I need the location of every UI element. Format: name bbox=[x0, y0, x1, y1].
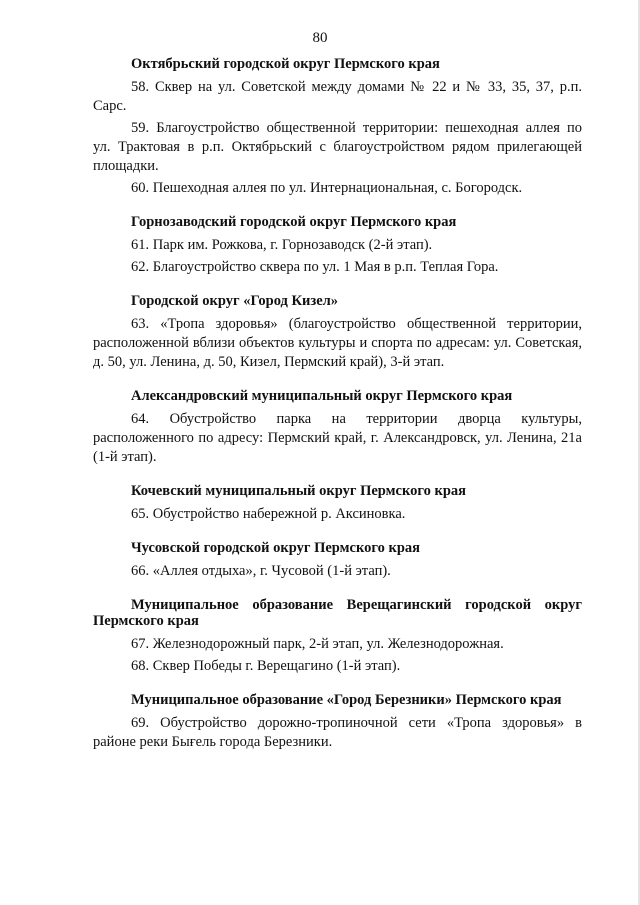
section-kochevsky bbox=[93, 483, 582, 524]
list-item: 64. Обустройство парка на территории дворца культуры, расположенного по адресу: Пермский край, г. Александровск, ул. Ленина, 21а (1-й этап). bbox=[93, 411, 582, 465]
list-item: 63. «Тропа здоровья» (благоустройство общественной территории, расположенной вблизи объектов культуры и спорта по адресам: ул. Советская, д. 50, ул. Ленина, д. 50, Кизел, Пермский край), 3-й этап. bbox=[93, 316, 582, 370]
section-title: Кочевский муниципальный округ Пермского края bbox=[131, 483, 466, 499]
section-title: Городской округ «Город Кизел» bbox=[131, 293, 339, 309]
section-oktyabrsky bbox=[93, 56, 582, 198]
section-kizel bbox=[93, 293, 582, 372]
list-item: 67. Железнодорожный парк, 2-й этап, ул. Железнодорожная. bbox=[131, 636, 504, 652]
sections-list bbox=[93, 56, 582, 768]
section-berezniki bbox=[93, 692, 582, 752]
list-item: 61. Парк им. Рожкова, г. Горнозаводск (2-й этап). bbox=[131, 237, 433, 253]
section-aleksandrovsky bbox=[93, 388, 582, 467]
section-title: Чусовской городской округ Пермского края bbox=[131, 540, 420, 556]
section-title: Муниципальное образование «Город Березники» Пермского края bbox=[131, 692, 562, 708]
list-item: 68. Сквер Победы г. Верещагино (1-й этап). bbox=[131, 658, 401, 674]
section-gornozavodsky bbox=[93, 214, 582, 277]
section-title: Октябрьский городской округ Пермского края bbox=[131, 56, 440, 72]
list-item: 58. Сквер на ул. Советской между домами № 22 и № 33, 35, 37, р.п. Сарс. bbox=[93, 79, 582, 114]
section-title: Муниципальное образование Верещагинский городской округ Пермского края bbox=[93, 597, 582, 629]
section-title: Горнозаводский городской округ Пермского края bbox=[131, 214, 457, 230]
page-number: 80 bbox=[312, 30, 328, 46]
list-item: 69. Обустройство дорожно-тропиночной сети «Тропа здоровья» в районе реки Бығель города Березники. bbox=[93, 715, 582, 750]
list-item: 60. Пешеходная аллея по ул. Интернациональная, с. Богородск. bbox=[131, 180, 523, 196]
section-title: Александровский муниципальный округ Пермского края bbox=[131, 388, 513, 404]
section-vereshchaginsky bbox=[93, 597, 582, 676]
section-chusovskoy bbox=[93, 540, 582, 581]
list-item: 66. «Аллея отдыха», г. Чусовой (1-й этап). bbox=[131, 563, 391, 579]
list-item: 62. Благоустройство сквера по ул. 1 Мая в р.п. Теплая Гора. bbox=[131, 259, 499, 275]
list-item: 65. Обустройство набережной р. Аксиновка. bbox=[131, 506, 406, 522]
list-item: 59. Благоустройство общественной территории: пешеходная аллея по ул. Трактовая в р.п. Октябрьский с благоустройством рядом прилегающей площадки. bbox=[93, 120, 582, 174]
